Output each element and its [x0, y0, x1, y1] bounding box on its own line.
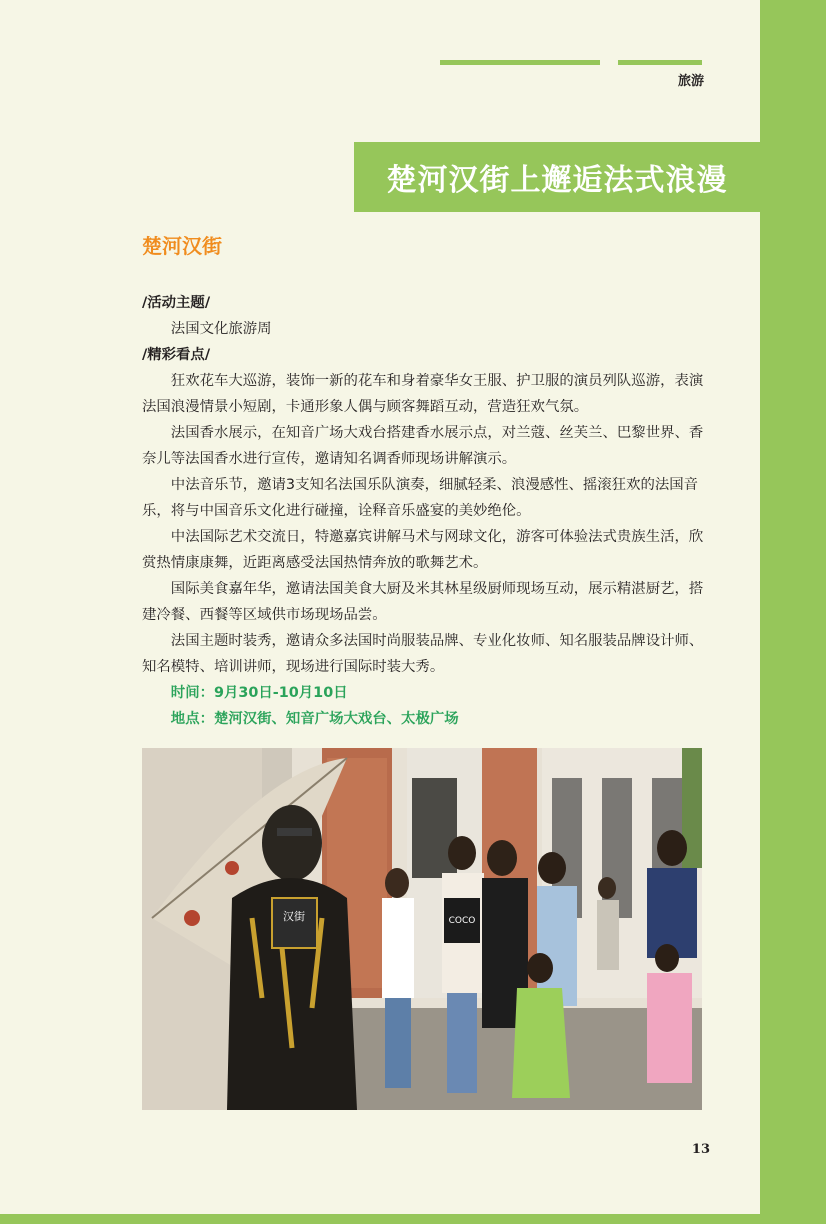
article-body: [142, 290, 704, 732]
page-title: 楚河汉街上邂逅法式浪漫: [386, 163, 728, 198]
bottom-green-strip: [0, 1214, 826, 1224]
highlights-heading: /精彩看点/: [142, 346, 211, 363]
section-label: 旅游: [677, 74, 704, 89]
photo-sign-text: 汉街: [283, 910, 305, 923]
paragraph: 法国主题时装秀，邀请众多法国时尚服装品牌、专业化妆师、知名服装品牌设计师、知名模特、培训讲师，现场进行国际时装大秀。: [142, 633, 704, 675]
paragraph: 中法音乐节，邀请3支知名法国乐队演奏，细腻轻柔、浪漫感性、摇滚狂欢的法国音乐，将与中国音乐文化进行碰撞，诠释音乐盛宴的美妙绝伦。: [142, 477, 699, 519]
event-location: 地点：楚河汉街、知音广场大戏台、太极广场: [170, 711, 459, 727]
paragraph: 狂欢花车大巡游，装饰一新的花车和身着豪华女王服、护卫服的演员列队巡游，表演法国浪漫情景小短剧，卡通形象人偶与顾客舞蹈互动，营造狂欢气氛。: [142, 373, 704, 415]
right-green-strip: [760, 0, 826, 1224]
header-rule-left: [440, 60, 600, 65]
street-event-photo: [142, 748, 702, 1110]
theme-text: 法国文化旅游周: [170, 321, 272, 337]
theme-heading: /活动主题/: [142, 294, 211, 311]
paragraph: 中法国际艺术交流日，特邀嘉宾讲解马术与网球文化，游客可体验法式贵族生活，欣赏热情康康舞，近距离感受法国热情奔放的歌舞艺术。: [142, 529, 704, 571]
photo-bag-text: COCO: [448, 916, 476, 926]
paragraph: 法国香水展示，在知音广场大戏台搭建香水展示点，对兰蔻、丝芙兰、巴黎世界、香奈儿等法国香水进行宣传，邀请知名调香师现场讲解演示。: [142, 425, 704, 467]
event-time: 时间：9月30日-10月10日: [170, 685, 348, 701]
article-subtitle: 楚河汉街: [142, 234, 222, 258]
page-number: 13: [691, 1142, 710, 1157]
photo-illustration: [142, 748, 702, 1110]
paragraph: 国际美食嘉年华，邀请法国美食大厨及米其林星级厨师现场互动，展示精湛厨艺，搭建冷餐、西餐等区域供市场现场品尝。: [142, 581, 704, 623]
header-rule-right: [618, 60, 702, 65]
